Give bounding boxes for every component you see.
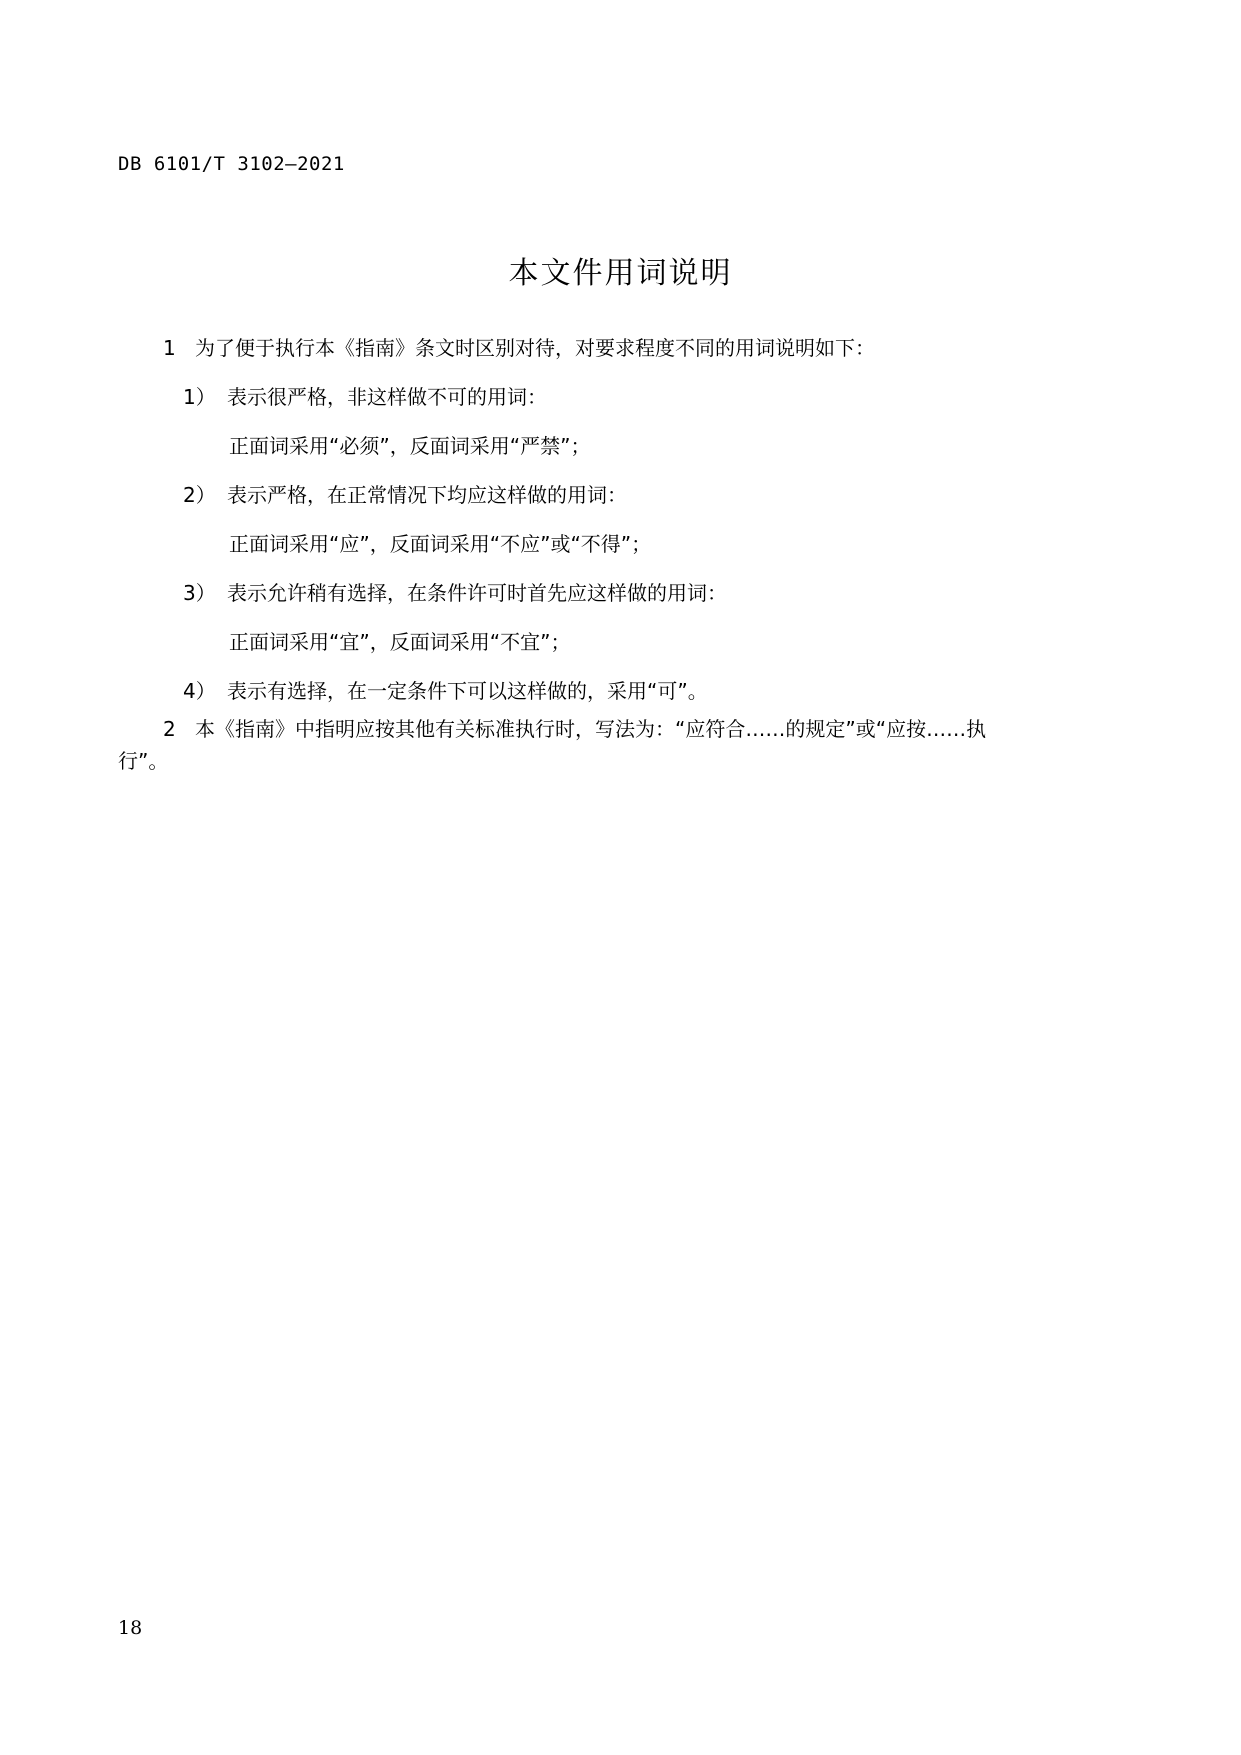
clause-number: 2	[163, 717, 176, 741]
sub-item-1	[183, 382, 547, 412]
sub-item-number: 2）	[183, 483, 216, 507]
sub-item-number: 1）	[183, 385, 216, 409]
page-title: 本文件用词说明	[508, 256, 733, 291]
sub-item-number: 3）	[183, 581, 216, 605]
sub-item-detail-text: 正面词采用“应”，反面词采用“不应”或“不得”；	[229, 532, 652, 556]
sub-item-detail-text: 正面词采用“宜”，反面词采用“不宜”；	[229, 630, 571, 654]
sub-item-3	[183, 578, 727, 608]
sub-item-text: 表示严格，在正常情况下均应这样做的用词：	[227, 483, 627, 507]
standard-code: DB 6101/T 3102—2021	[118, 153, 345, 175]
sub-item-detail-text: 正面词采用“必须”，反面词采用“严禁”；	[229, 434, 591, 458]
sub-item-2	[183, 480, 627, 510]
clause-2-continuation	[118, 746, 168, 776]
clause-text: 本《指南》中指明应按其他有关标准执行时，写法为：“应符合……的规定”或“应按……执	[195, 717, 987, 741]
sub-item-4	[183, 676, 708, 706]
sub-item-number: 4）	[183, 679, 216, 703]
sub-item-1-detail	[229, 431, 590, 461]
sub-item-3-detail	[229, 627, 570, 657]
clause-text: 行”。	[118, 749, 169, 773]
clause-2	[163, 714, 986, 744]
sub-item-text: 表示有选择，在一定条件下可以这样做的，采用“可”。	[227, 679, 708, 703]
sub-item-2-detail	[229, 529, 651, 559]
sub-item-text: 表示很严格，非这样做不可的用词：	[227, 385, 547, 409]
clause-1	[163, 333, 875, 363]
clause-number: 1	[163, 336, 176, 360]
page-number: 18	[118, 1617, 143, 1639]
clause-text: 为了便于执行本《指南》条文时区别对待，对要求程度不同的用词说明如下：	[195, 336, 875, 360]
sub-item-text: 表示允许稍有选择，在条件许可时首先应这样做的用词：	[227, 581, 727, 605]
